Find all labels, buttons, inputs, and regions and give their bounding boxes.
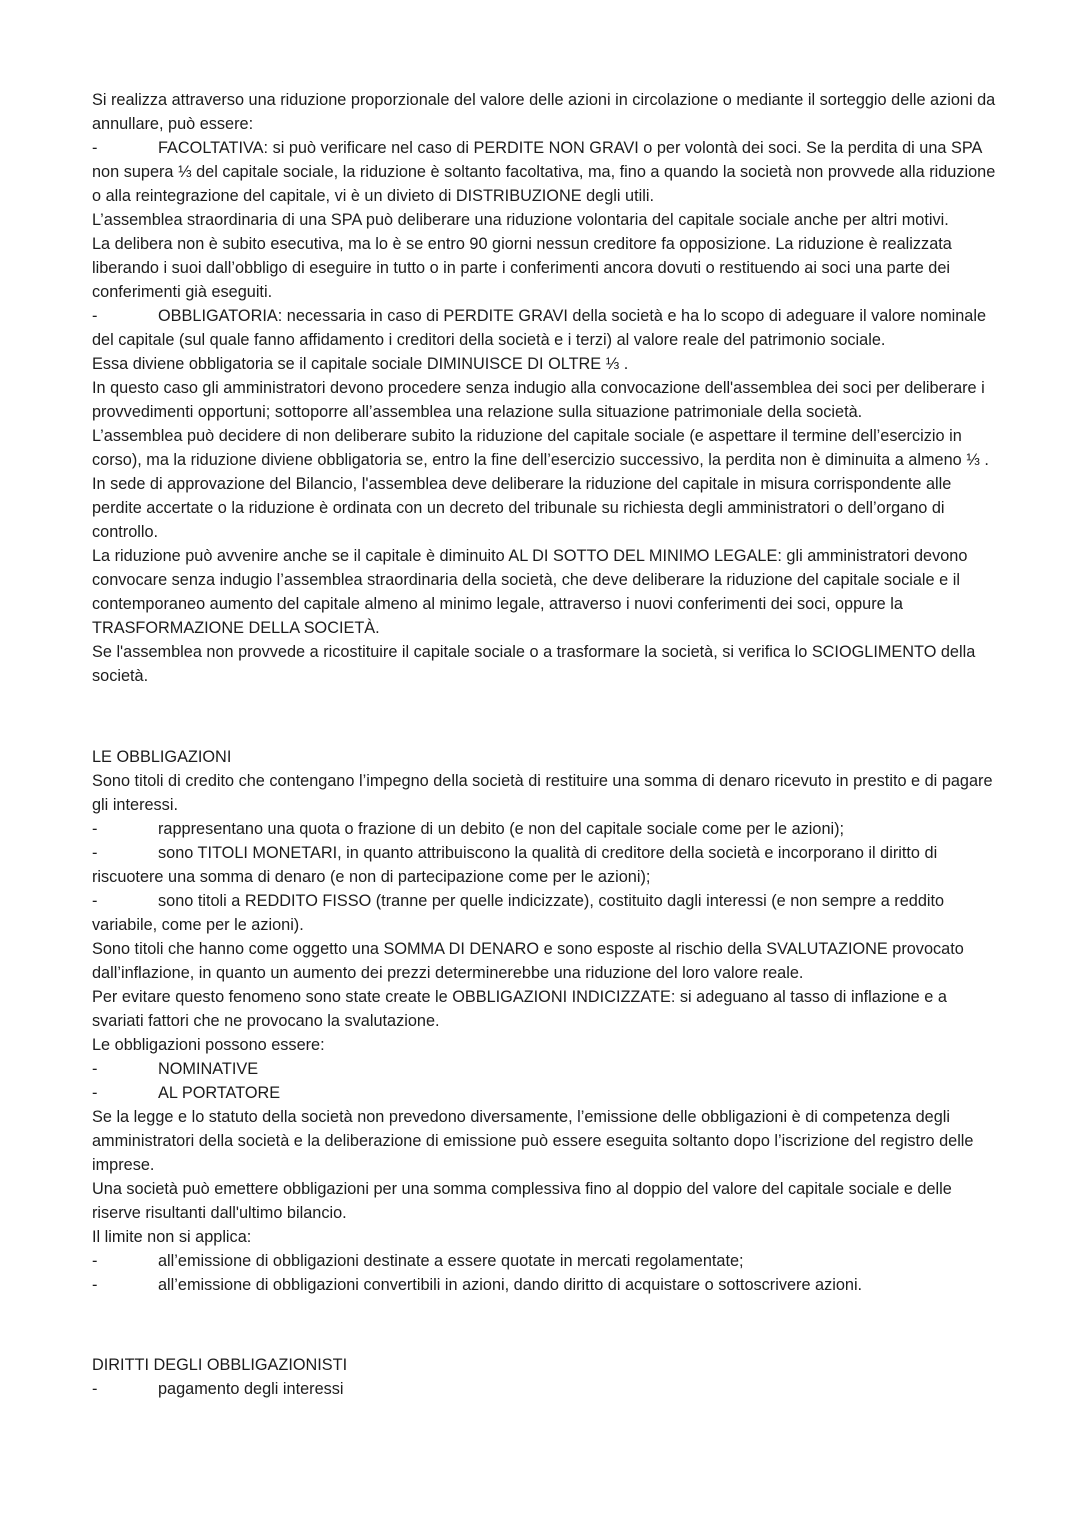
bullet-text: AL PORTATORE: [158, 1083, 281, 1102]
bullet-text: sono titoli a REDDITO FISSO (tranne per quelle indicizzate), costituito dagli interessi (e non sempre a reddito variabile, come per le azioni).: [92, 891, 945, 934]
bullet-item: [92, 1249, 997, 1273]
paragraph: La riduzione può avvenire anche se il capitale è diminuito AL DI SOTTO DEL MINIMO LEGALE: gli amministratori devono convocare senza indugio l’assemblea straordinaria della società, che deve deliberare la riduzione del capitale sociale e il contemporaneo aumento del capitale almeno al minimo legale, attraverso i nuovi conferimenti dei soci, oppure la TRASFORMAZIONE DELLA SOCIETÀ.: [92, 547, 968, 637]
bullet-dash: -: [92, 307, 98, 325]
bullet-dash: -: [92, 843, 98, 862]
paragraph: LE OBBLIGAZIONI: [92, 747, 232, 766]
paragraph: In questo caso gli amministratori devono procedere senza indugio alla convocazione dell'assemblea dei soci per deliberare i provvedimenti opportuni; sottoporre all’assemblea una relazione sulla situazione patrimoniale della società.: [92, 379, 985, 421]
paragraph: Se la legge e lo statuto della società non prevedono diversamente, l’emissione delle obbligazioni è di competenza degli amministratori della società e la deliberazione di emissione può essere eseguita soltanto dopo l’iscrizione del registro delle imprese.: [92, 1107, 974, 1174]
bullet-dash: -: [92, 139, 98, 157]
paragraph: In sede di approvazione del Bilancio, l'assemblea deve deliberare la riduzione del capitale in misura corrispondente alle perdite accertate o la riduzione è ordinata con un decreto del tribunale su richiesta degli amministratori o dell’organo di controllo.: [92, 475, 952, 541]
bullet-dash: -: [92, 1083, 98, 1102]
paragraph: DIRITTI DEGLI OBBLIGAZIONISTI: [92, 1356, 348, 1375]
bullet-item: [92, 1273, 997, 1297]
bullet-dash: -: [92, 1380, 98, 1399]
bullet-dash: -: [92, 891, 98, 910]
bullet-text: OBBLIGATORIA: necessaria in caso di PERDITE GRAVI della società e ha lo scopo di adeguare il valore nominale del capitale (sul quale fanno affidamento i creditori della società e i terzi) al valore reale del patrimonio sociale.: [92, 307, 987, 349]
bullet-item: [92, 841, 997, 889]
paragraph: Una società può emettere obbligazioni per una somma complessiva fino al doppio del valore del capitale sociale e delle riserve risultanti dall'ultimo bilancio.: [92, 1179, 952, 1222]
bullet-dash: -: [92, 1059, 98, 1078]
paragraph: Sono titoli di credito che contengano l’impegno della società di restituire una somma di denaro ricevuto in prestito e di pagare gli interessi.: [92, 771, 993, 814]
bullet-item: [92, 304, 997, 352]
bullet-text: rappresentano una quota o frazione di un debito (e non del capitale sociale come per le azioni);: [158, 819, 845, 838]
bullet-dash: -: [92, 1251, 98, 1270]
paragraph: Le obbligazioni possono essere:: [92, 1035, 325, 1054]
bullet-item: [92, 1081, 997, 1105]
paragraph: Se l'assemblea non provvede a ricostituire il capitale sociale o a trasformare la società, si verifica lo SCIOGLIMENTO della società.: [92, 643, 976, 685]
bullet-text: NOMINATIVE: [158, 1059, 259, 1078]
bullet-dash: -: [92, 819, 98, 838]
paragraph: Si realizza attraverso una riduzione proporzionale del valore delle azioni in circolazione o mediante il sorteggio delle azioni da annullare, può essere:: [92, 91, 996, 133]
paragraph: Il limite non si applica:: [92, 1227, 252, 1246]
bullet-item: [92, 1057, 997, 1081]
bullet-text: pagamento degli interessi: [158, 1380, 344, 1399]
bullet-item: [92, 889, 997, 937]
blank-line: [92, 1313, 997, 1337]
bullet-item: [92, 1377, 997, 1401]
paragraph: Sono titoli che hanno come oggetto una SOMMA DI DENARO e sono esposte al rischio della SVALUTAZIONE provocato dall’inflazione, in quanto un aumento dei prezzi determinerebbe una riduzione del loro valore reale.: [92, 939, 964, 982]
bullet-item: [92, 136, 997, 208]
bullet-dash: -: [92, 1275, 98, 1294]
paragraph: L’assemblea straordinaria di una SPA può deliberare una riduzione volontaria del capitale sociale anche per altri motivi.: [92, 211, 949, 229]
paragraph: Essa diviene obbligatoria se il capitale sociale DIMINUISCE DI OLTRE ⅓ .: [92, 355, 629, 373]
paragraph: Per evitare questo fenomeno sono state create le OBBLIGAZIONI INDICIZZATE: si adeguano al tasso di inflazione e a svariati fattori che ne provocano la svalutazione.: [92, 987, 947, 1030]
paragraph: L’assemblea può decidere di non deliberare subito la riduzione del capitale sociale (e aspettare il termine dell’esercizio in corso), ma la riduzione diviene obbligatoria se, entro la fine dell’esercizio successivo, la perdita non è diminuita a almeno ⅓ .: [92, 427, 989, 469]
blank-line: [92, 704, 997, 728]
bullet-text: all’emissione di obbligazioni convertibili in azioni, dando diritto di acquistare o sottoscrivere azioni.: [158, 1275, 863, 1294]
paragraph: La delibera non è subito esecutiva, ma lo è se entro 90 giorni nessun creditore fa opposizione. La riduzione è realizzata liberando i suoi dall’obbligo di eseguire in tutto o in parte i conferimenti ancora dovuti o restituendo ai soci una parte dei conferimenti già eseguiti.: [92, 235, 952, 301]
bullet-text: sono TITOLI MONETARI, in quanto attribuiscono la qualità di creditore della società e incorporano il diritto di riscuotere una somma di denaro (e non di partecipazione come per le azioni);: [92, 843, 938, 886]
bullet-text: FACOLTATIVA: si può verificare nel caso di PERDITE NON GRAVI o per volontà dei soci. Se la perdita di una SPA non supera ⅓ del capitale sociale, la riduzione è soltanto facoltativa, ma, fino a quando la società non provvede alla riduzione o alla reintegrazione del capitale, vi è un divieto di DISTRIBUZIONE degli utili.: [92, 139, 996, 205]
bullet-text: all’emissione di obbligazioni destinate a essere quotate in mercati regolamentate;: [158, 1251, 744, 1270]
bullet-item: [92, 817, 997, 841]
document-page: [92, 88, 997, 1401]
